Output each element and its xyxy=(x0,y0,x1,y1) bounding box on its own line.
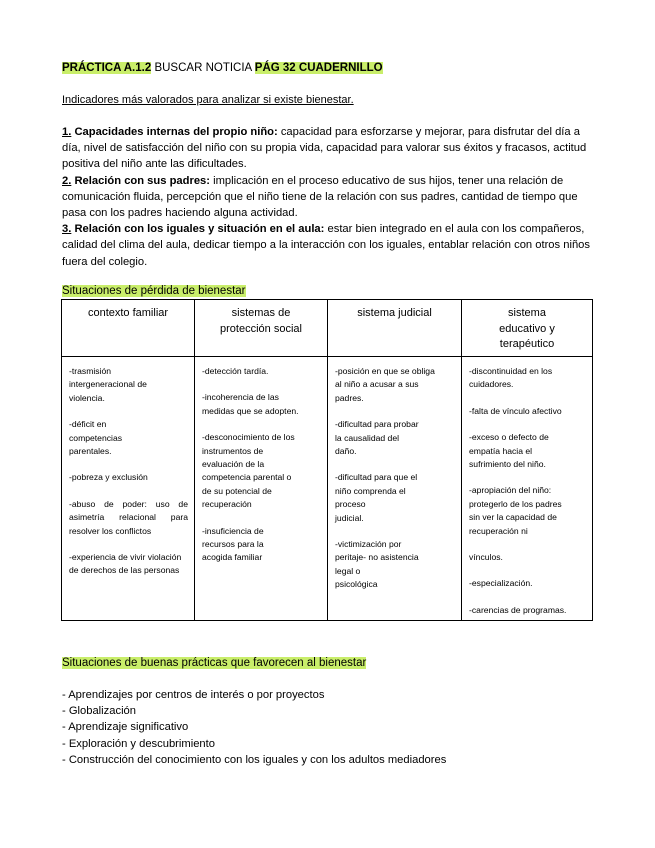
loss-situations-table xyxy=(61,299,593,621)
table-column-educational xyxy=(462,300,592,620)
cell-item: -victimización por peritaje- no asistencia legal o psicológica xyxy=(335,539,419,590)
header-line: sistema xyxy=(508,307,546,319)
header-line: terapéutico xyxy=(499,338,555,350)
cell-item: -insuficiencia de recursos para la acogida familiar xyxy=(202,525,264,563)
column-header xyxy=(462,300,592,357)
column-header xyxy=(62,300,194,357)
indicators-list xyxy=(62,124,592,270)
table-cell xyxy=(62,357,194,578)
cell-item: -trasmisión intergeneracional de violencia. xyxy=(69,366,147,403)
cell-item: -déficit en competencias parentales. xyxy=(69,419,123,457)
title-page-ref: PÁG 32 CUADERNILLO xyxy=(254,62,383,74)
cell-item: -detección tardía. xyxy=(202,366,269,376)
list-item: - Globalización xyxy=(62,705,136,718)
cell-item: -exceso o defecto de empatía hacia el sufrimiento del niño. xyxy=(469,432,549,470)
cell-item: -discontinuidad en los cuidadores. xyxy=(469,366,553,390)
indicator-label: Relación con los iguales y situación en el aula: xyxy=(71,223,325,236)
cell-item: -experiencia de vivir violación de derechos de las personas xyxy=(69,552,182,576)
cell-item: -dificultad para que el niño comprenda el proceso judicial. xyxy=(335,472,418,523)
header-line: contexto familiar xyxy=(87,307,169,319)
title-task: BUSCAR NOTICIA xyxy=(151,62,255,74)
column-header xyxy=(328,300,461,357)
table-column-social-protection xyxy=(195,300,328,620)
cell-item: -apropiación del niño: protegerlo de los padres sin ver la capacidad de recuperación ni xyxy=(469,485,562,536)
indicator-item xyxy=(62,221,592,270)
header-line: sistemas de xyxy=(231,307,291,319)
good-practices-list xyxy=(62,687,446,768)
indicator-number: 3. xyxy=(62,223,72,236)
cell-item: -desconocimiento de los instrumentos de evaluación de la competencia parental o de su potencial de recuperación xyxy=(202,432,295,510)
list-item: - Exploración y descubrimiento xyxy=(62,737,215,750)
cell-item: -incoherencia de las medidas que se adopten. xyxy=(202,392,299,416)
cell-item: -abuso de poder: uso de asimetría relacional para resolver los conflictos xyxy=(69,498,188,536)
table-cell xyxy=(328,357,461,592)
list-item: - Construcción del conocimiento con los iguales y con los adultos mediadores xyxy=(62,753,447,766)
practice-title xyxy=(62,62,383,74)
indicator-number: 2. xyxy=(62,174,72,187)
indicator-label: Relación con sus padres: xyxy=(71,174,210,187)
indicator-item xyxy=(62,173,592,222)
indicator-number: 1. xyxy=(62,126,72,138)
indicator-text: estar bien integrado en el aula con los compañeros, calidad del clima del aula, dedicar tiempo a la interacción con los iguales, entablar relación con otros niños fuera del colegio. xyxy=(62,223,590,268)
cell-item: -carencias de programas. xyxy=(469,604,567,615)
table-cell xyxy=(462,357,592,617)
indicator-text: capacidad para esforzarse y mejorar, para disfrutar del día a día, nivel de satisfacción del niño con su propia vida, capacidad para valorar sus éxitos y fracasos, actitud positiva del niño ante las dificultades. xyxy=(62,126,587,171)
column-header xyxy=(195,300,327,357)
table-cell xyxy=(195,357,327,565)
cell-item: -posición en que se obliga al niño a acusar a sus padres. xyxy=(335,366,435,403)
indicator-text: implicación en el proceso educativo de sus hijos, tener una relación de comunicación fluida, percepción que el niño tiene de la relación con sus padres, cantidad de tiempo que pasa con los padres haciendo alguna actividad. xyxy=(62,174,578,220)
cell-item: -falta de vínculo afectivo xyxy=(469,405,562,416)
title-practice-code: PRÁCTICA A.1.2 xyxy=(62,62,152,74)
header-line: sistema judicial xyxy=(357,307,432,319)
cell-item: -especialización. xyxy=(469,578,533,589)
cell-item: vínculos. xyxy=(469,552,503,563)
good-practices-heading: Situaciones de buenas prácticas que favorecen al bienestar xyxy=(62,657,367,669)
table-column-family xyxy=(62,300,195,620)
list-item: - Aprendizajes por centros de interés o por proyectos xyxy=(62,689,325,701)
cell-item: -pobreza y exclusión xyxy=(69,472,148,483)
table-column-judicial xyxy=(328,300,462,620)
cell-item: -dificultad para probar la causalidad del daño. xyxy=(335,419,419,457)
header-line: educativo y xyxy=(499,322,555,335)
loss-heading: Situaciones de pérdida de bienestar xyxy=(62,285,246,297)
indicators-heading: Indicadores más valorados para analizar si existe bienestar. xyxy=(62,94,354,106)
header-line: protección social xyxy=(220,322,302,335)
indicator-label: Capacidades internas del propio niño: xyxy=(71,126,278,138)
list-item: - Aprendizaje significativo xyxy=(62,721,189,734)
indicator-item xyxy=(62,124,592,173)
